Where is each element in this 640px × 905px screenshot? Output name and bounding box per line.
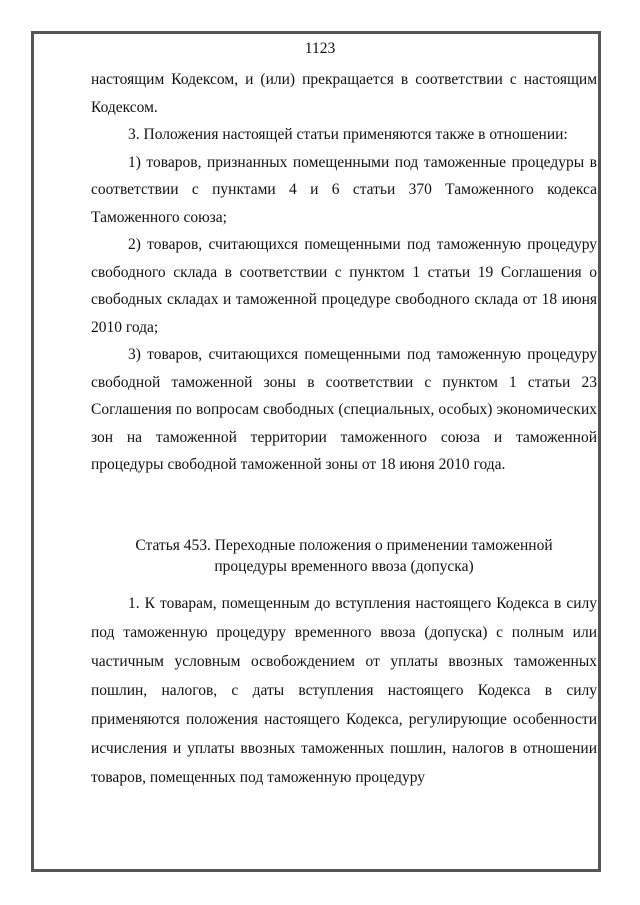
page-number: 1123: [304, 40, 336, 57]
document-body-top: [91, 66, 597, 479]
paragraph-item-2: 2) товаров, считающихся помещенными под таможенную процедуру свободного склада в соответствии с пунктом 1 статьи 19 Соглашения о свободных складах и таможенной процедуре свободного склада от 18 июня 2010 года;: [91, 236, 597, 336]
article-heading: [91, 535, 597, 577]
paragraph-continuation: настоящим Кодексом, и (или) прекращается в соответствии с настоящим Кодексом.: [91, 71, 597, 116]
paragraph-clause-1: 1. К товарам, помещенным до вступления настоящего Кодекса в силу под таможенную процедуру временного ввоза (допуска) с полным или частичным условным освобождением от уплаты ввозных таможенных пошлин, налогов, с даты вступления настоящего Кодекса в силу применяются положения настоящего Кодекса, регулирующие особенности исчисления и уплаты ввозных таможенных пошлин, налогов в отношении товаров, помещенных под таможенную процедуру: [91, 595, 597, 786]
paragraph-item-3: 3) товаров, считающихся помещенными под таможенную процедуру свободной таможенной зоны в соответствии с пунктом 1 статьи 23 Соглашения по вопросам свободных (специальных, особых) экономических зон на таможенной территории таможенного союза и таможенной процедуры свободной таможенной зоны от 18 июня 2010 года.: [91, 346, 597, 473]
article-heading-line-2: процедуры временного ввоза (допуска): [214, 558, 474, 575]
document-body-bottom: [91, 589, 597, 792]
article-heading-line-1: Статья 453. Переходные положения о применении таможенной: [135, 537, 553, 554]
paragraph-clause-3: 3. Положения настоящей статьи применяются также в отношении:: [128, 126, 568, 143]
paragraph-item-1: 1) товаров, признанных помещенными под таможенные процедуры в соответствии с пунктами 4 и 6 статьи 370 Таможенного кодекса Таможенного союза;: [91, 153, 597, 226]
